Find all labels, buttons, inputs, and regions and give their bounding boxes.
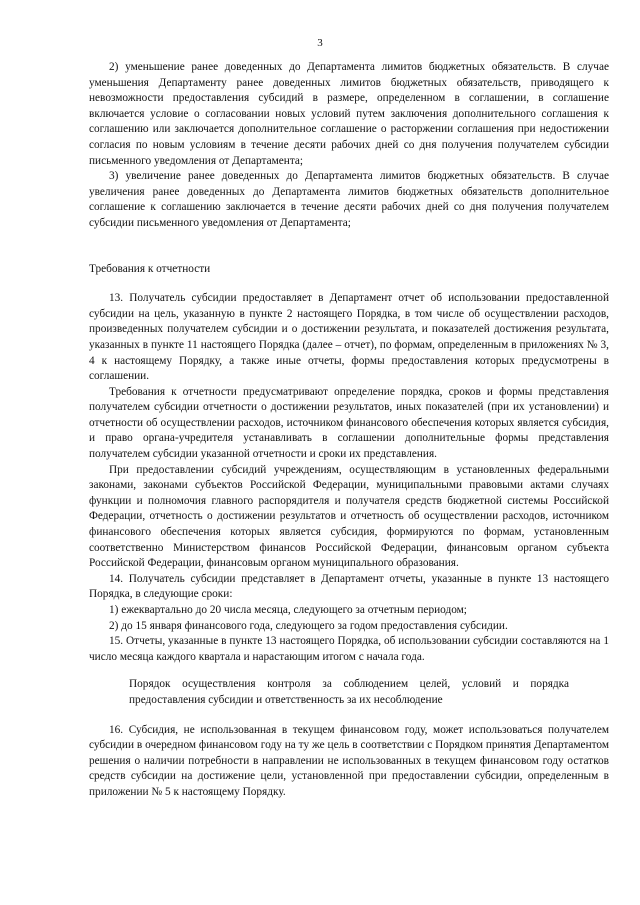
section-heading-reporting: Требования к отчетности (89, 262, 211, 275)
section-heading-control: Порядок осуществления контроля за соблюдением целей, условий и порядка предоставления субсидии и ответственность за их несоблюдение (129, 678, 569, 706)
paragraph-14-item-2: 2) до 15 января финансового года, следующего за годом предоставления субсидии. (109, 619, 508, 632)
page-number: 3 (317, 37, 323, 49)
paragraph-item-3: 3) увеличение ранее доведенных до Департамента лимитов бюджетных обязательств. В случае увеличения ранее доведенных до Департамента лимитов бюджетных обязательств дополнительное соглашение к соглашению заключается в течение десяти рабочих дней со дня получения получателем субсидии письменного уведомления от Департамента; (89, 170, 609, 229)
paragraph-14-item-1: 1) ежеквартально до 20 числа месяца, следующего за отчетным периодом; (109, 604, 467, 616)
paragraph-institutions: При предоставлении субсидий учреждениям, осуществляющим в установленных федеральными законами, законами субъектов Российской Федерации, муниципальными правовыми актами случаях функции и полномочия главного распорядителя и получателя средств бюджетной системы Российской Федерации, отчетность о достижении результатов и отчетность об осуществлении расходов, источником финансового обеспечения которых является субсидия, формируются по формам, установленным соответственно Министерством финансов Российской Федерации, финансовым органом субъекта Российской Федерации, финансовым органом муниципального образования. (89, 463, 609, 570)
paragraph-reporting-requirements: Требования к отчетности предусматривают определение порядка, сроков и формы представления получателем субсидии отчетности о достижении результатов, иных показателей (при их установлении) и отчетности об осуществлении расходов, источником финансового обеспечения которых является субсидия, и право органа-учредителя устанавливать в соглашении дополнительные формы представления получателем субсидии указанной отчетности и сроки их представления. (89, 385, 609, 461)
paragraph-15: 15. Отчеты, указанные в пункте 13 настоящего Порядка, об использовании субсидии составляются на 1 число месяца каждого квартала и нарастающим итогом с начала года. (89, 635, 609, 663)
document-body (89, 60, 609, 801)
paragraph-13: 13. Получатель субсидии предоставляет в Департамент отчет об использовании предоставленной субсидии на цель, указанную в пункте 2 настоящего Порядка, в том числе об осуществлении расходов, произведенных получателем субсидии и о достижении результата, и показателей достижения результата, указанных в пункте 11 настоящего Порядка (далее – отчет), по формам, определенным в приложениях № 3, 4 к настоящему Порядку, а также иные отчеты, формы предоставления которых предусмотрены в соглашении. (89, 292, 609, 383)
paragraph-14: 14. Получатель субсидии представляет в Департамент отчеты, указанные в пункте 13 настоящего Порядка, в следующие сроки: (89, 572, 609, 601)
paragraph-16: 16. Субсидия, не использованная в текущем финансовом году, может использоваться получателем субсидии в очередном финансовом году на ту же цель в соответствии с Порядком принятия Департаментом решения о наличии потребности в направлении не использованных в текущем финансовом году остатков средств субсидии на достижение цели, установленной при предоставлении субсидии, определенным в приложении № 5 к настоящему Порядку. (89, 723, 609, 798)
paragraph-item-2: 2) уменьшение ранее доведенных до Департамента лимитов бюджетных обязательств. В случае уменьшения Департаменту ранее доведенных лимитов бюджетных обязательств, приводящего к невозможности предоставления субсидий в размере, определенном в соглашении, в соглашение включается условие о согласовании новых условий путем заключения дополнительного соглашения к соглашению или заключается дополнительное соглашение о расторжении соглашения при недостижении согласия по новым условиям в течение десяти рабочих дней со дня получения получателем субсидии письменного уведомления от Департамента; (89, 61, 609, 167)
